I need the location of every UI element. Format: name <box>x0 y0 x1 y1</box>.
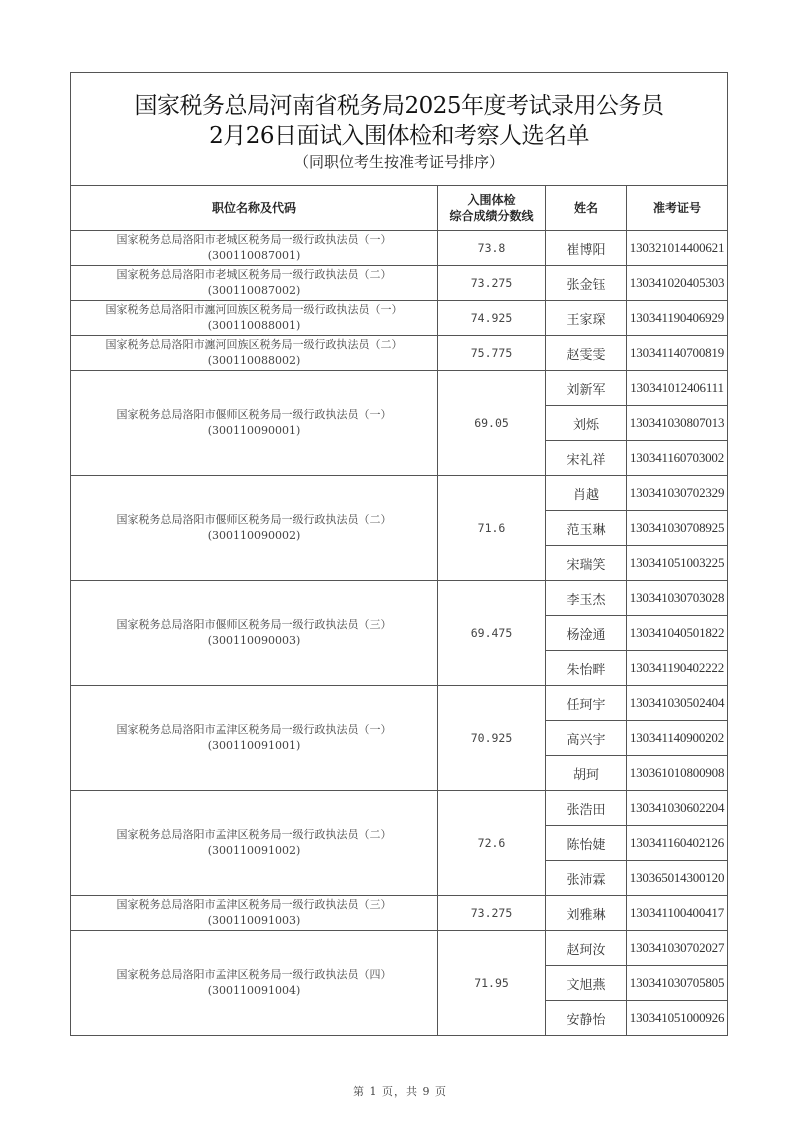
candidate-name-cell: 肖越 <box>546 476 627 511</box>
position-cell <box>71 231 438 266</box>
table-row <box>71 476 728 511</box>
position-name: 国家税务总局洛阳市偃师区税务局一级行政执法员（二） <box>116 513 392 526</box>
position-cell <box>71 371 438 476</box>
candidate-name-cell: 张金钰 <box>546 266 627 301</box>
table-header-row <box>71 186 728 231</box>
exam-id-cell: 130341030705805 <box>627 966 728 1001</box>
exam-id-cell: 130341160703002 <box>627 441 728 476</box>
candidate-name-cell: 王家琛 <box>546 301 627 336</box>
document-page <box>70 72 727 1036</box>
position-cell <box>71 931 438 1036</box>
position-code: (300110091002) <box>207 844 301 857</box>
document-header <box>71 73 728 186</box>
exam-id-cell: 130341020405303 <box>627 266 728 301</box>
exam-id-cell: 130341190406929 <box>627 301 728 336</box>
exam-id-cell: 130341030807013 <box>627 406 728 441</box>
exam-id-cell: 130341030602204 <box>627 791 728 826</box>
position-cell <box>71 686 438 791</box>
candidate-name-cell: 陈怡婕 <box>546 826 627 861</box>
exam-id-cell: 130341051003225 <box>627 546 728 581</box>
exam-id-cell: 130341100400417 <box>627 896 728 931</box>
position-name: 国家税务总局洛阳市瀍河回族区税务局一级行政执法员（二） <box>105 338 403 351</box>
candidate-name-cell: 高兴宇 <box>546 721 627 756</box>
document-title: 国家税务总局河南省税务局2025年度考试录用公务员 <box>134 93 664 119</box>
exam-id-cell: 130341030702329 <box>627 476 728 511</box>
candidate-name-cell: 张沛霖 <box>546 861 627 896</box>
table-row <box>71 336 728 371</box>
score-threshold-cell: 71.6 <box>438 476 546 581</box>
position-name: 国家税务总局洛阳市孟津区税务局一级行政执法员（四） <box>116 968 392 981</box>
position-code: (300110090003) <box>207 634 301 647</box>
table-row <box>71 686 728 721</box>
document-subtitle: 2月26日面试入围体检和考察人选名单 <box>209 123 589 149</box>
candidate-name-cell: 文旭燕 <box>546 966 627 1001</box>
candidate-name-cell: 刘新军 <box>546 371 627 406</box>
column-header-score <box>438 186 546 231</box>
exam-id-cell: 130365014300120 <box>627 861 728 896</box>
column-header-position: 职位名称及代码 <box>71 186 438 231</box>
score-threshold-cell: 69.05 <box>438 371 546 476</box>
position-name: 国家税务总局洛阳市偃师区税务局一级行政执法员（一） <box>116 408 392 421</box>
exam-id-cell: 130341160402126 <box>627 826 728 861</box>
position-name: 国家税务总局洛阳市偃师区税务局一级行政执法员（三） <box>116 618 392 631</box>
position-name: 国家税务总局洛阳市孟津区税务局一级行政执法员（三） <box>116 898 392 911</box>
score-threshold-cell: 73.8 <box>438 231 546 266</box>
position-code: (300110091001) <box>207 739 301 752</box>
score-threshold-cell: 73.275 <box>438 266 546 301</box>
exam-id-cell: 130341190402222 <box>627 651 728 686</box>
table-row <box>71 231 728 266</box>
candidate-name-cell: 赵珂汝 <box>546 931 627 966</box>
exam-id-cell: 130361010800908 <box>627 756 728 791</box>
column-header-exam-id: 准考证号 <box>627 186 728 231</box>
position-cell <box>71 266 438 301</box>
position-code: (300110091004) <box>207 984 301 997</box>
table-row <box>71 301 728 336</box>
table-row <box>71 931 728 966</box>
position-name: 国家税务总局洛阳市老城区税务局一级行政执法员（二） <box>116 268 392 281</box>
candidate-table <box>70 72 728 1036</box>
table-row <box>71 581 728 616</box>
score-threshold-cell: 69.475 <box>438 581 546 686</box>
position-cell <box>71 791 438 896</box>
score-threshold-cell: 72.6 <box>438 791 546 896</box>
exam-id-cell: 130341012406111 <box>627 371 728 406</box>
candidate-name-cell: 任珂宇 <box>546 686 627 721</box>
column-header-name: 姓名 <box>546 186 627 231</box>
page-number: 第 1 页，共 9 页 <box>353 1085 447 1098</box>
candidate-name-cell: 宋瑞笑 <box>546 546 627 581</box>
position-code: (300110088001) <box>207 319 301 332</box>
candidate-name-cell: 胡珂 <box>546 756 627 791</box>
column-header-score-line1: 入围体检 <box>467 193 516 207</box>
position-name: 国家税务总局洛阳市孟津区税务局一级行政执法员（一） <box>116 723 392 736</box>
position-code: (300110091003) <box>207 914 301 927</box>
exam-id-cell: 130341030703028 <box>627 581 728 616</box>
position-code: (300110090002) <box>207 529 301 542</box>
candidate-name-cell: 张浩田 <box>546 791 627 826</box>
score-threshold-cell: 75.775 <box>438 336 546 371</box>
candidate-name-cell: 范玉琳 <box>546 511 627 546</box>
exam-id-cell: 130341030502404 <box>627 686 728 721</box>
candidate-name-cell: 李玉杰 <box>546 581 627 616</box>
exam-id-cell: 130341030702027 <box>627 931 728 966</box>
candidate-name-cell: 赵雯雯 <box>546 336 627 371</box>
position-cell <box>71 301 438 336</box>
position-cell <box>71 336 438 371</box>
table-row <box>71 896 728 931</box>
position-name: 国家税务总局洛阳市孟津区税务局一级行政执法员（二） <box>116 828 392 841</box>
table-row <box>71 791 728 826</box>
position-code: (300110087002) <box>207 284 301 297</box>
score-threshold-cell: 70.925 <box>438 686 546 791</box>
candidate-name-cell: 宋礼祥 <box>546 441 627 476</box>
candidate-name-cell: 刘烁 <box>546 406 627 441</box>
exam-id-cell: 130341051000926 <box>627 1001 728 1036</box>
position-name: 国家税务总局洛阳市瀍河回族区税务局一级行政执法员（一） <box>105 303 403 316</box>
score-threshold-cell: 73.275 <box>438 896 546 931</box>
column-header-score-line2: 综合成绩分数线 <box>449 209 534 223</box>
position-cell <box>71 896 438 931</box>
exam-id-cell: 130341140900202 <box>627 721 728 756</box>
position-code: (300110088002) <box>207 354 301 367</box>
position-code: (300110090001) <box>207 424 301 437</box>
table-row <box>71 371 728 406</box>
score-threshold-cell: 74.925 <box>438 301 546 336</box>
candidate-name-cell: 安静怡 <box>546 1001 627 1036</box>
exam-id-cell: 130341140700819 <box>627 336 728 371</box>
position-code: (300110087001) <box>207 249 301 262</box>
sort-note: （同职位考生按准考证号排序） <box>294 153 505 171</box>
score-threshold-cell: 71.95 <box>438 931 546 1036</box>
candidate-name-cell: 崔博阳 <box>546 231 627 266</box>
position-cell <box>71 476 438 581</box>
candidate-name-cell: 杨淦通 <box>546 616 627 651</box>
table-body <box>71 231 728 1036</box>
exam-id-cell: 130321014400621 <box>627 231 728 266</box>
exam-id-cell: 130341040501822 <box>627 616 728 651</box>
candidate-name-cell: 朱怡畔 <box>546 651 627 686</box>
table-row <box>71 266 728 301</box>
candidate-name-cell: 刘雅琳 <box>546 896 627 931</box>
position-name: 国家税务总局洛阳市老城区税务局一级行政执法员（一） <box>116 233 392 246</box>
position-cell <box>71 581 438 686</box>
exam-id-cell: 130341030708925 <box>627 511 728 546</box>
